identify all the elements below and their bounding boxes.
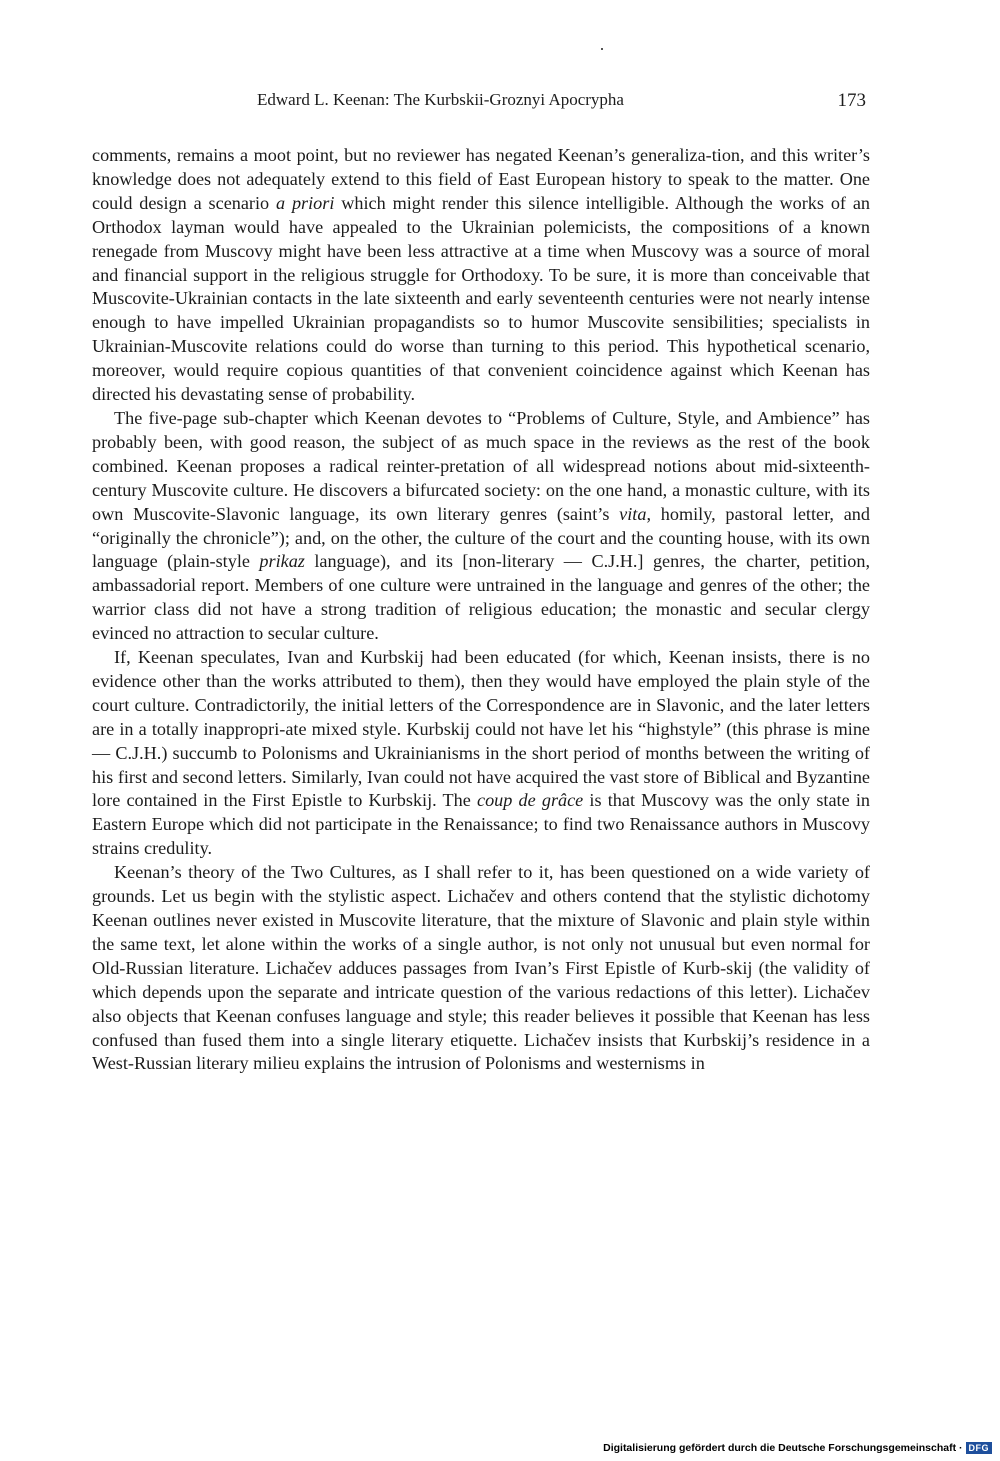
body-text xyxy=(92,144,870,1076)
dfg-logo-icon: DFG xyxy=(966,1442,993,1454)
paragraph-2 xyxy=(92,407,870,646)
text-run: Keenan’s theory of the Two Cultures, as I shall refer to it, has been questioned on a wide variety of grounds. Let us begin with the stylistic aspect. Lichačev and others contend that the stylistic dichotomy Keenan outlines never existed in Muscovite literature, that the mixture of Slavonic and plain style within the same text, let alone within the works of a single author, is not only not unusual but even normal for Old-Russian literature. Lichačev adduces passages from Ivan’s First Epistle of Kurb-skij (the validity of which depends upon the separate and intricate question of the various redactions of this letter). Lichačev also objects that Keenan confuses language and style; this reader believes it possible that Keenan has less confused than fused them into a single literary etiquette. Lichačev insists that Kurbskij’s residence in a West-Russian literary milieu explains the intrusion of Polonisms and westernisms in xyxy=(92,862,870,1074)
text-run: which might render this silence intelligible. Although the works of an Orthodox layman would have appealed to the Ukrainian polemicists, the compositions of a known renegade from Muscovy might have been less attractive at a time when Muscovy was a source of moral and financial support in the religious struggle for Orthodoxy. To be sure, it is more than conceivable that Muscovite-Ukrainian contacts in the late sixteenth and early seventeenth centuries were not nearly intense enough to have impelled Ukrainian propagandists so to humor Muscovite sensibilities; specialists in Ukrainian-Muscovite relations could do worse than turning to this period. This hypothetical scenario, moreover, would require copious quantities of that convenient coincidence against which Keenan has directed his devastating sense of probability. xyxy=(92,192,870,405)
text-run: The five-page sub-chapter which Keenan devotes to “Problems of Culture, Style, and Ambience” has probably been, with good reason, the subject of as much space in the reviews as the rest of the book combined. Keenan proposes a radical reinter-pretation of all widespread notions about mid-sixteenth-century Muscovite culture. He discovers a bifurcated society: on the one hand, a monastic culture, with its own Muscovite-Slavonic language, its own literary genres (saint’s xyxy=(92,407,870,524)
italic-term: a priori xyxy=(276,192,335,213)
text-run: If, Keenan speculates, Ivan and Kurbskij had been educated (for which, Keenan insists, there is no evidence other than the works attributed to them), then they would have employed the plain style of the court culture. Contradictorily, the initial letters of the Correspondence are in Slavonic, and the later letters are in a totally inappropri-ate mixed style. Kurbskij could not have let his “highstyle” (this phrase is mine — C.J.H.) succumb to Polonisms and Ukrainianisms in the short period of months between the writing of his first and second letters. Similarly, Ivan could not have acquired the vast store of Biblical and Byzantine lore contained in the First Epistle to Kurbskij. The xyxy=(92,647,870,811)
italic-term: vita xyxy=(619,503,647,524)
italic-term: prikaz xyxy=(259,551,305,572)
text-run: , homily, pastoral letter, and “originally the chronicle”); and, on the other, the culture of the court and the counting house, with its own language (plain-style xyxy=(92,503,870,572)
text-run: language), and its [non-literary — C.J.H.] genres, the charter, petition, ambassadorial report. Members of one culture were untrained in the language and genres of the other; the warrior class did not have a strong tradition of religious education; the monastic and secular clergy evinced no attraction to secular culture. xyxy=(92,551,870,644)
paragraph-4 xyxy=(92,861,870,1076)
text-run: is that Muscovy was the only state in Eastern Europe which did not participate in the Renaissance; to find two Renaissance authors in Muscovy strains credulity. xyxy=(92,790,870,859)
paragraph-3 xyxy=(92,646,870,861)
digitization-credit xyxy=(603,1441,992,1455)
paragraph-1 xyxy=(92,144,870,407)
italic-term: coup de grâce xyxy=(477,790,584,811)
scan-speck xyxy=(601,48,603,50)
running-header xyxy=(92,90,866,116)
credit-text: Digitalisierung gefördert durch die Deutsche Forschungsgemeinschaft · xyxy=(603,1442,963,1454)
running-title: Edward L. Keenan: The Kurbskii-Groznyi Apocrypha xyxy=(257,90,624,109)
text-run: comments, remains a moot point, but no reviewer has negated Keenan’s generaliza-tion, and this writer’s knowledge does not adequately extend to this field of East European history to speak to the matter. One could design a scenario xyxy=(92,145,870,213)
page-number: 173 xyxy=(837,90,866,111)
